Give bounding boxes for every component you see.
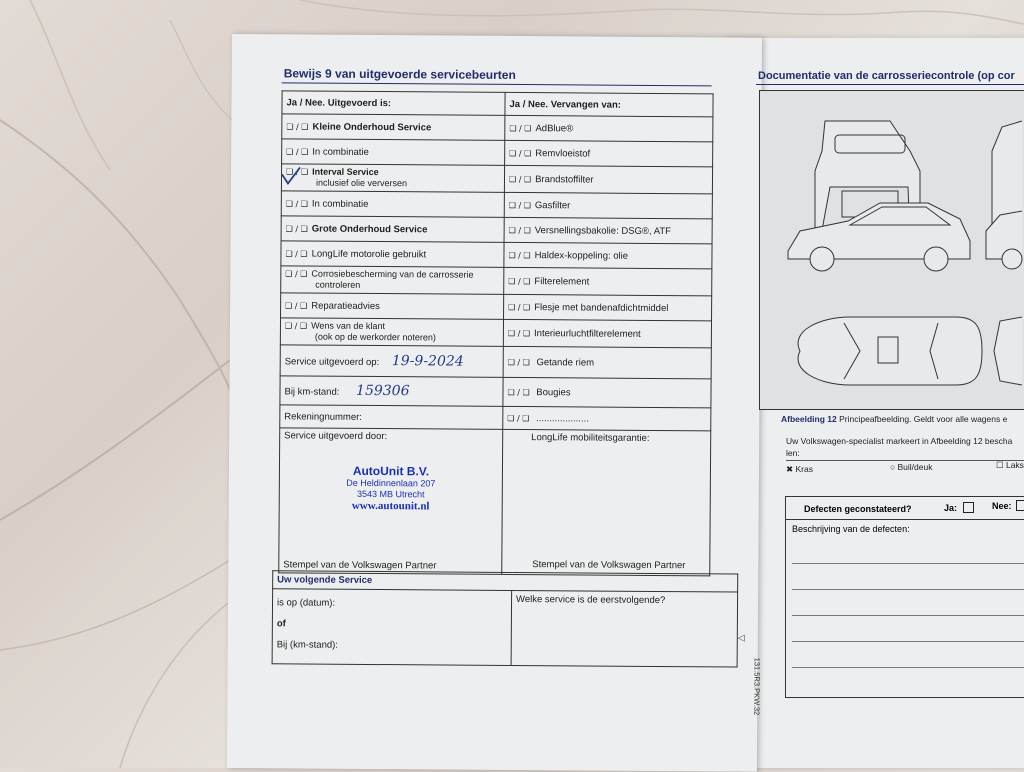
replace-item-row bbox=[505, 115, 713, 141]
defects-no-checkbox[interactable] bbox=[1016, 500, 1024, 511]
performed-item-label: Reparatieadvies bbox=[311, 300, 380, 312]
checkbox-icon[interactable]: ❑ / ❑ bbox=[508, 302, 531, 312]
col-header-performed: Ja / Nee. Uitgevoerd is: bbox=[282, 91, 505, 116]
legend-paint: ☐ Laks bbox=[996, 460, 1024, 470]
km-cell bbox=[280, 376, 503, 407]
replace-item-label: Haldex-koppeling: olie bbox=[534, 249, 629, 262]
checkbox-icon[interactable]: ❑ / ❑ bbox=[509, 148, 532, 158]
km-label: Bij km-stand: bbox=[284, 386, 340, 398]
arrow-icon: ◁ bbox=[737, 633, 745, 644]
service-table bbox=[278, 90, 713, 576]
right-title-rule bbox=[756, 84, 1024, 85]
longlife-label: LongLife mobiliteitsgarantie: bbox=[531, 432, 650, 444]
car-outlines-icon bbox=[760, 91, 1024, 409]
service-row bbox=[281, 216, 712, 244]
checkbox-icon: ❑ / ❑ bbox=[507, 387, 530, 397]
checkbox-icon[interactable]: ❑ / ❑ bbox=[284, 321, 308, 331]
checkbox-icon: ❑ / ❑ bbox=[507, 357, 530, 367]
checkbox-icon[interactable]: ❑ / ❑ bbox=[509, 123, 532, 133]
replace-item-row bbox=[503, 406, 711, 430]
defects-yes-label: Ja: bbox=[944, 503, 958, 513]
performed-item-label: Wens van de klant bbox=[311, 320, 386, 332]
performed-by-cell bbox=[279, 428, 503, 575]
document-code: 131.5R3.PKW.32 bbox=[752, 657, 762, 716]
stamp-caption-left: Stempel van de Volkswagen Partner bbox=[283, 559, 437, 572]
performed-item-sub: controleren bbox=[315, 279, 361, 290]
checkbox-icon[interactable]: ❑ / ❑ bbox=[285, 223, 308, 234]
performed-item-cell bbox=[282, 114, 505, 141]
legend-rule bbox=[786, 460, 1024, 461]
stamp-caption-right: Stempel van de Volkswagen Partner bbox=[532, 559, 686, 572]
replace-item-label: Filterelement bbox=[534, 275, 590, 288]
checkbox-icon[interactable]: ❑ / ❑ bbox=[508, 225, 531, 235]
col-header-replaced: Ja / Nee. Vervangen van: bbox=[505, 92, 713, 116]
performed-item-label: In combinatie bbox=[312, 146, 369, 158]
checkbox-icon[interactable]: ❑ / ❑ bbox=[286, 146, 309, 157]
service-date-cell bbox=[280, 345, 503, 378]
performed-by-label: Service uitgevoerd door: bbox=[284, 430, 388, 443]
next-km-label: Bij (km-stand): bbox=[276, 639, 339, 651]
service-date-value: 19-9-2024 bbox=[391, 353, 464, 370]
defects-line bbox=[792, 667, 1024, 668]
service-row bbox=[281, 241, 712, 269]
replace-item-row bbox=[505, 140, 713, 166]
defects-divider bbox=[786, 519, 1024, 520]
replace-item-row bbox=[503, 319, 711, 347]
figure-caption-text: Principeafbeelding. Geldt voor alle wagens e bbox=[839, 414, 1008, 424]
right-page-title: Documentatie van de carrosseriecontrole (op cor bbox=[758, 70, 1015, 82]
replace-item-row bbox=[504, 267, 712, 295]
invoice-label: Rekeningnummer: bbox=[284, 410, 362, 423]
title-rule bbox=[282, 82, 712, 86]
longlife-cell bbox=[502, 429, 711, 575]
performed-item-cell bbox=[282, 139, 505, 166]
checkbox-icon[interactable]: ❑ / ❑ bbox=[285, 198, 308, 209]
checkbox-icon[interactable]: ❑ / ❑ bbox=[286, 121, 309, 132]
replace-item-label: Bougies bbox=[536, 386, 571, 398]
next-service-table bbox=[272, 570, 739, 667]
page-title: Bewijs 9 van uitgevoerde servicebeurten bbox=[283, 66, 516, 82]
performed-item-label: In combinatie bbox=[311, 198, 369, 210]
replace-item-label: .................... bbox=[536, 412, 589, 425]
service-date-label: Service uitgevoerd op: bbox=[284, 356, 380, 369]
dealer-stamp bbox=[284, 463, 498, 512]
service-row bbox=[282, 139, 713, 167]
defects-line bbox=[792, 589, 1024, 590]
defects-no-label: Nee: bbox=[992, 501, 1012, 511]
next-or-label: of bbox=[276, 618, 286, 630]
performed-item-label: Interval Service bbox=[312, 166, 379, 178]
performed-item-cell bbox=[281, 266, 504, 295]
next-service-question: Welke service is de eerstvolgende? bbox=[511, 590, 738, 667]
checkbox-icon: ❑ / ❑ bbox=[507, 413, 530, 423]
checkbox-icon[interactable]: ❑ / ❑ bbox=[285, 269, 308, 279]
km-value: 159306 bbox=[356, 382, 410, 400]
replace-item-row bbox=[504, 165, 712, 193]
service-row bbox=[280, 318, 711, 348]
next-service-left bbox=[272, 589, 512, 666]
performed-item-cell bbox=[281, 191, 504, 218]
defects-line bbox=[792, 615, 1024, 616]
checkbox-icon[interactable]: ❑ / ❑ bbox=[508, 250, 531, 260]
replace-item-row bbox=[504, 294, 712, 320]
next-date-label: is op (datum): bbox=[276, 597, 336, 609]
replace-item-row bbox=[503, 346, 711, 378]
replace-item-row bbox=[504, 192, 712, 218]
performed-item-label: Corrosiebescherming van de carrosserie bbox=[311, 268, 474, 280]
service-row bbox=[281, 164, 712, 194]
replace-item-label: Versnellingsbakolie: DSG®, ATF bbox=[534, 224, 671, 237]
performed-item-cell bbox=[281, 293, 504, 320]
defects-line bbox=[792, 563, 1024, 564]
performed-item-label: LongLife motorolie gebruikt bbox=[311, 248, 427, 260]
defects-description-label: Beschrijving van de defecten: bbox=[792, 524, 910, 534]
performed-item-cell bbox=[281, 164, 504, 193]
replace-item-row bbox=[503, 377, 711, 407]
instruction-line-2: len: bbox=[786, 448, 800, 458]
service-row bbox=[281, 191, 712, 219]
stamp-address1: De Heldinnenlaan 207 bbox=[346, 477, 436, 489]
replace-item-label: Brandstoffilter bbox=[535, 173, 594, 186]
stamp-address2: 3543 MB Utrecht bbox=[356, 488, 425, 500]
legend-dent: ○ Buil/deuk bbox=[890, 462, 933, 472]
defects-question: Defecten geconstateerd? bbox=[804, 504, 912, 514]
performed-item-label: Grote Onderhoud Service bbox=[311, 223, 428, 235]
performed-item-cell bbox=[281, 216, 504, 243]
service-row bbox=[282, 114, 713, 142]
checkbox-icon[interactable]: ❑ / ❑ bbox=[285, 300, 308, 311]
replace-item-row bbox=[504, 217, 712, 243]
stamp-name: AutoUnit B.V. bbox=[352, 463, 430, 479]
left-page bbox=[227, 34, 762, 772]
figure-caption bbox=[781, 414, 1007, 424]
replace-item-label: AdBlue® bbox=[535, 122, 574, 134]
replace-item-label: Interieurluchtfilterelement bbox=[534, 327, 641, 340]
checkbox-icon[interactable]: ❑ / ❑ bbox=[508, 174, 532, 184]
service-row bbox=[281, 266, 712, 296]
replace-item-label: Gasfilter bbox=[534, 199, 571, 211]
replace-item-label: Remvloeistof bbox=[535, 147, 591, 160]
defects-box bbox=[785, 496, 1024, 698]
checkbox-icon[interactable]: ❑ / ❑ bbox=[285, 248, 308, 259]
replace-item-label: Getande riem bbox=[536, 356, 595, 369]
replace-item-row bbox=[504, 242, 712, 268]
checkbox-icon[interactable]: ❑ / ❑ bbox=[507, 328, 531, 338]
invoice-cell bbox=[280, 405, 503, 430]
next-service-title: Uw volgende Service bbox=[273, 571, 738, 592]
performed-item-sub: inclusief olie verversen bbox=[315, 177, 408, 189]
defects-yes-checkbox[interactable] bbox=[963, 502, 974, 513]
replace-item-label: Flesje met bandenafdichtmiddel bbox=[534, 301, 669, 314]
checkbox-icon[interactable]: ❑ / ❑ bbox=[508, 276, 531, 286]
instruction-line-1: Uw Volkswagen-specialist markeert in Afbeelding 12 bescha bbox=[786, 436, 1013, 446]
service-row bbox=[281, 293, 712, 321]
car-diagram-box bbox=[759, 90, 1024, 410]
performed-item-cell bbox=[280, 318, 503, 347]
checkmark-icon bbox=[280, 166, 302, 186]
performed-item-cell bbox=[281, 241, 504, 268]
defects-line bbox=[792, 641, 1024, 642]
figure-caption-bold: Afbeelding 12 bbox=[781, 414, 837, 424]
performed-item-label: Kleine Onderhoud Service bbox=[312, 121, 432, 133]
checkbox-icon[interactable]: ❑ / ❑ bbox=[508, 200, 531, 210]
checkbox-icon[interactable]: ❑ / ❑ bbox=[286, 167, 309, 177]
legend-scratch: ✖ Kras bbox=[786, 464, 813, 474]
performed-item-sub: (ook op de werkorder noteren) bbox=[314, 331, 436, 343]
stamp-web: www.autounit.nl bbox=[351, 499, 430, 513]
